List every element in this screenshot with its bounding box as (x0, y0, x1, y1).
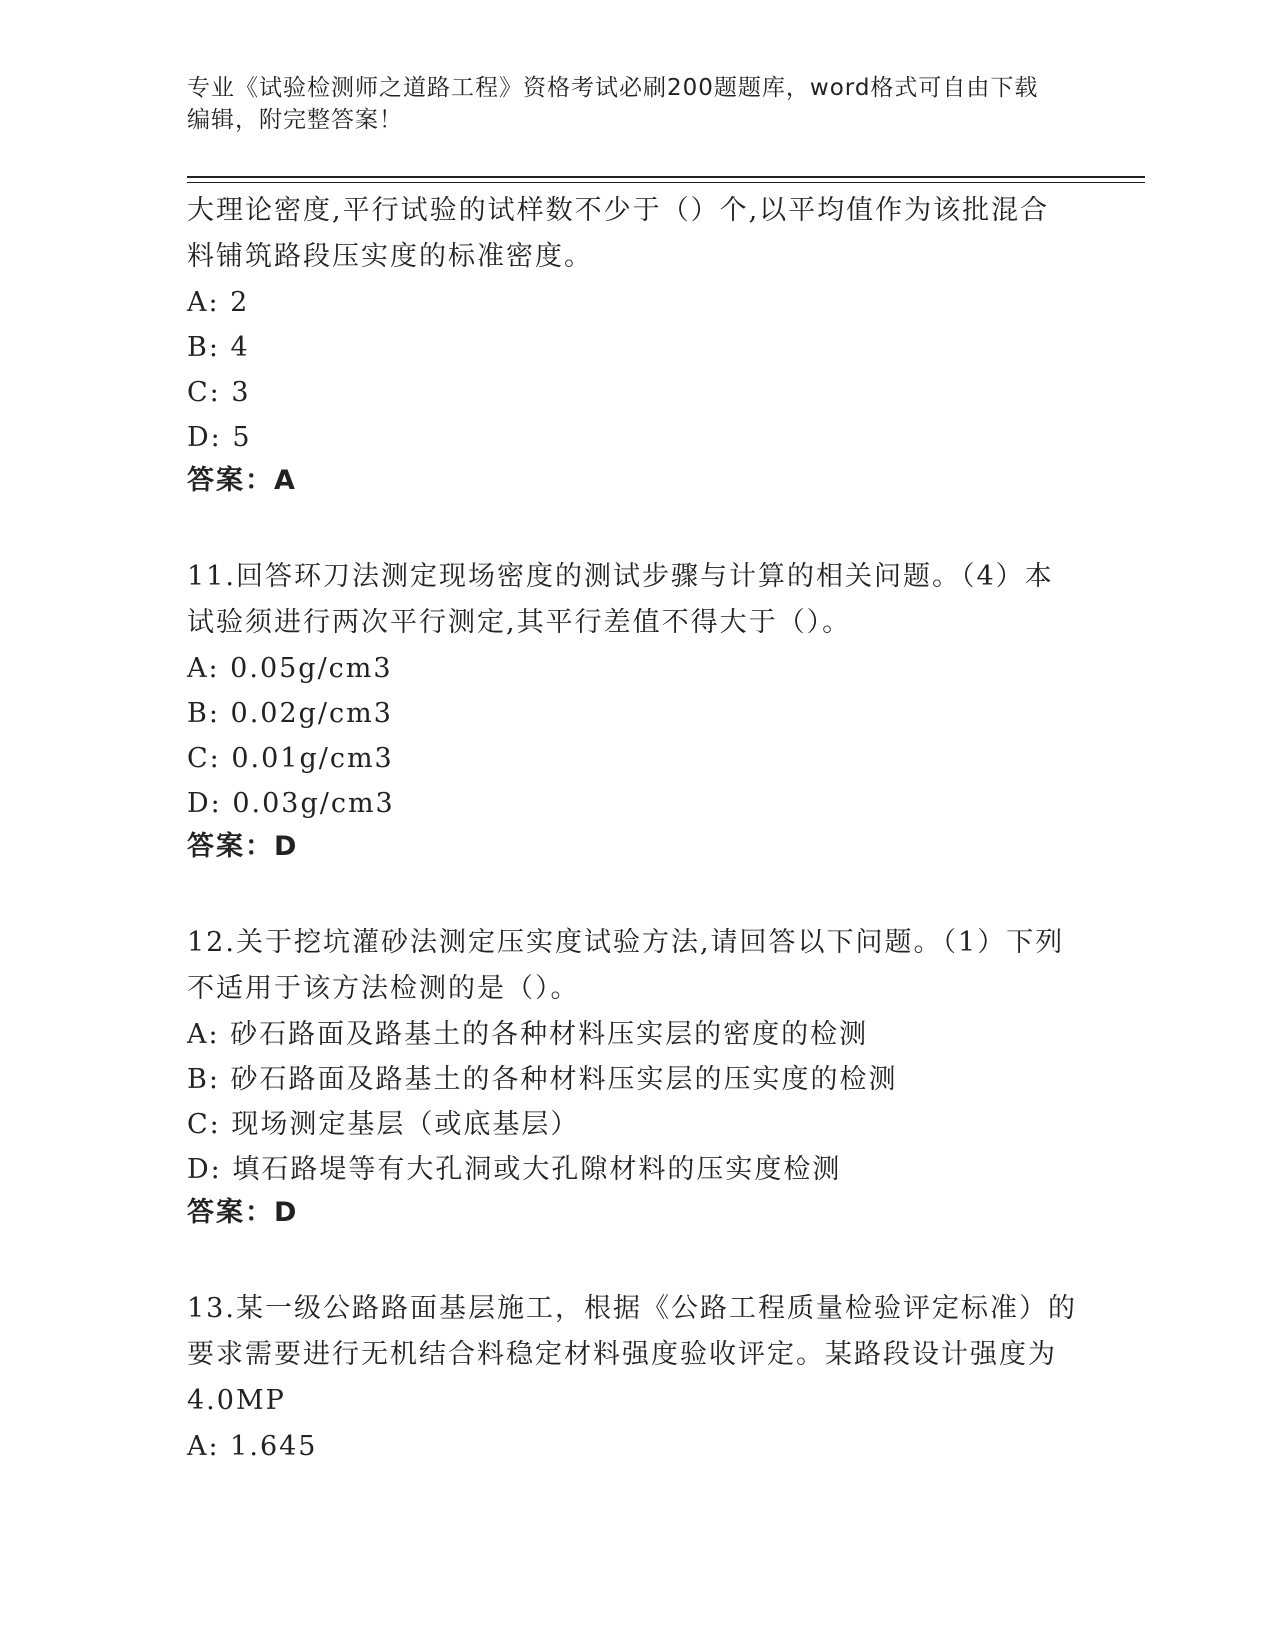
option-b: B: 砂石路面及路基土的各种材料压实层的压实度的检测 (187, 1064, 898, 1095)
question-12 (187, 920, 1087, 1234)
question-text-line: 不适用于该方法检测的是（）。 (187, 973, 580, 1004)
header-line-1: 专业《试验检测师之道路工程》资格考试必刷200题题库，word格式可自由下载 (187, 75, 1039, 101)
question-list (187, 188, 1087, 1469)
question-13 (187, 1286, 1087, 1469)
option-a: A: 0.05g/cm3 (187, 653, 393, 684)
option-d: D: 填石路堤等有大孔洞或大孔隙材料的压实度检测 (187, 1154, 842, 1185)
option-c: C: 0.01g/cm3 (187, 743, 394, 774)
question-11 (187, 554, 1087, 868)
question-text-line: 料铺筑路段压实度的标准密度。 (187, 241, 593, 272)
question-text-line: 大理论密度,平行试验的试样数不少于（）个,以平均值作为该批混合 (187, 195, 1050, 226)
option-d: D: 0.03g/cm3 (187, 788, 395, 819)
document-header (187, 72, 1087, 136)
question-text-line: 13.某一级公路路面基层施工，根据《公路工程质量检验评定标准）的 (187, 1293, 1077, 1324)
question-text-line: 4.0MP (187, 1385, 286, 1416)
question-text-line: 要求需要进行无机结合料稳定材料强度验收评定。某路段设计强度为 (187, 1339, 1057, 1370)
option-d: D: 5 (187, 422, 252, 453)
question-text-line: 11.回答环刀法测定现场密度的测试步骤与计算的相关问题。（4）本 (187, 561, 1054, 592)
option-a: A: 砂石路面及路基土的各种材料压实层的密度的检测 (187, 1019, 869, 1050)
option-c: C: 3 (187, 377, 251, 408)
header-divider-thick (187, 176, 1145, 178)
question-10 (187, 188, 1087, 502)
option-a: A: 1.645 (187, 1431, 318, 1462)
header-divider-thin (187, 182, 1145, 183)
answer: 答案：D (187, 1197, 299, 1228)
option-b: B: 4 (187, 332, 250, 363)
option-a: A: 2 (187, 287, 250, 318)
question-text-line: 试验须进行两次平行测定,其平行差值不得大于（）。 (187, 607, 852, 638)
answer: 答案：D (187, 831, 299, 862)
option-b: B: 0.02g/cm3 (187, 698, 393, 729)
header-line-2: 编辑，附完整答案！ (187, 107, 403, 133)
answer: 答案：A (187, 465, 297, 496)
question-text-line: 12.关于挖坑灌砂法测定压实度试验方法,请回答以下问题。（1）下列 (187, 927, 1065, 958)
option-c: C: 现场测定基层（或底基层） (187, 1109, 580, 1140)
